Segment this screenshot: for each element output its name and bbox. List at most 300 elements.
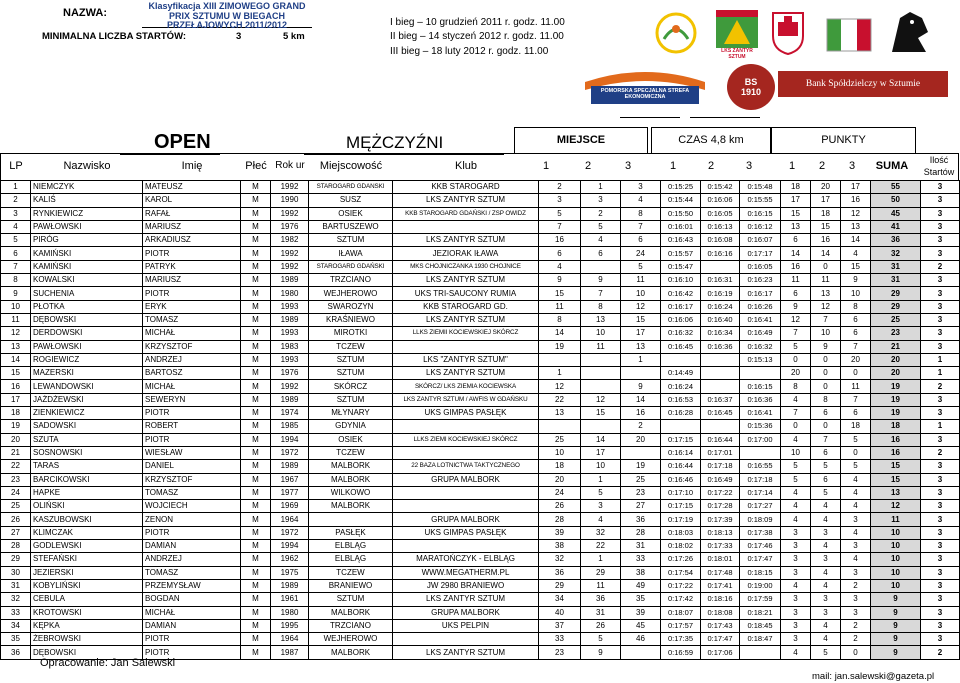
cell-miejscowosc: BARTUSZEWO (309, 220, 393, 233)
cell-p3: 6 (841, 313, 871, 326)
cell-suma: 55 (871, 181, 921, 194)
cell-plec: M (241, 566, 271, 579)
cell-m1: 23 (539, 646, 581, 659)
table-row (1, 287, 960, 300)
bank-emblem-year: 1910 (740, 87, 762, 97)
cell-t2: 0:17:06 (701, 646, 740, 659)
cell-plec: M (241, 486, 271, 499)
cell-p3: 12 (841, 207, 871, 220)
cell-t3: 0:17:00 (740, 433, 781, 446)
cell-imie: MICHAŁ (143, 380, 241, 393)
cell-t3: 0:16:49 (740, 327, 781, 340)
cell-miejscowosc: ELBLĄG (309, 553, 393, 566)
cell-p1: 3 (781, 606, 811, 619)
cell-klub: UKS TRI-SAUCONY RUMIA (393, 287, 539, 300)
cell-miejscowosc: MALBORK (309, 646, 393, 659)
cell-lp: 31 (1, 579, 31, 592)
cell-m3: 5 (621, 260, 661, 273)
cell-m1: 26 (539, 500, 581, 513)
cell-plec: M (241, 513, 271, 526)
table-row (1, 553, 960, 566)
cell-m2: 15 (581, 407, 621, 420)
cell-suma: 19 (871, 407, 921, 420)
cell-p3: 14 (841, 234, 871, 247)
table-row (1, 619, 960, 632)
cell-m3: 35 (621, 593, 661, 606)
cell-ilosc: 3 (921, 274, 960, 287)
table-row (1, 367, 960, 380)
cell-lp: 28 (1, 540, 31, 553)
cell-t3: 0:18:09 (740, 513, 781, 526)
cell-klub: GRUPA MALBORK (393, 606, 539, 619)
cell-suma: 10 (871, 566, 921, 579)
cell-suma: 45 (871, 207, 921, 220)
cell-klub: WWW.MEGATHERM.PL (393, 566, 539, 579)
cell-p1: 12 (781, 313, 811, 326)
cell-t3 (740, 646, 781, 659)
cell-plec: M (241, 446, 271, 459)
cell-ilosc: 2 (921, 646, 960, 659)
cell-p1: 10 (781, 446, 811, 459)
cell-p2: 9 (811, 340, 841, 353)
cell-ilosc: 2 (921, 380, 960, 393)
cell-p3: 7 (841, 393, 871, 406)
table-row (1, 433, 960, 446)
cell-t2: 0:16:49 (701, 473, 740, 486)
cell-lp: 20 (1, 433, 31, 446)
cell-p1: 3 (781, 619, 811, 632)
cell-imie: TOMASZ (143, 486, 241, 499)
cell-m2: 3 (581, 194, 621, 207)
cell-m3: 49 (621, 579, 661, 592)
cell-plec: M (241, 593, 271, 606)
cell-plec: M (241, 473, 271, 486)
cell-p1: 4 (781, 433, 811, 446)
cell-p3: 3 (841, 513, 871, 526)
cell-suma: 29 (871, 300, 921, 313)
cell-suma: 25 (871, 313, 921, 326)
cell-miejscowosc: ELBLĄG (309, 540, 393, 553)
cell-klub: KKB STAROGARD GDAŃSKI / ZSP OWIDZ (393, 207, 539, 220)
cell-p2: 7 (811, 313, 841, 326)
cell-m2: 8 (581, 300, 621, 313)
cell-imie: DANIEL (143, 460, 241, 473)
cell-p3: 4 (841, 473, 871, 486)
cell-p2: 10 (811, 327, 841, 340)
cell-t1: 0:18:03 (661, 526, 701, 539)
cell-m1: 2 (539, 181, 581, 194)
cell-m3 (621, 367, 661, 380)
cell-t1: 0:17:15 (661, 433, 701, 446)
cell-klub (393, 420, 539, 433)
cell-m3: 4 (621, 194, 661, 207)
cell-m1: 18 (539, 460, 581, 473)
cell-p3: 3 (841, 593, 871, 606)
cell-m3: 27 (621, 500, 661, 513)
table-row (1, 460, 960, 473)
cell-m2 (581, 260, 621, 273)
cell-p3: 2 (841, 633, 871, 646)
cell-m2: 17 (581, 446, 621, 459)
cell-nazwisko: RYNKIEWICZ (31, 207, 143, 220)
cell-p3: 13 (841, 220, 871, 233)
cell-m2: 9 (581, 274, 621, 287)
table-row (1, 446, 960, 459)
cell-t2: 0:16:36 (701, 340, 740, 353)
cell-p2: 18 (811, 207, 841, 220)
cell-p2: 13 (811, 287, 841, 300)
cell-p2: 4 (811, 540, 841, 553)
cell-m2: 36 (581, 593, 621, 606)
cell-lp: 10 (1, 300, 31, 313)
cell-p1: 3 (781, 593, 811, 606)
cell-lp: 32 (1, 593, 31, 606)
bank-emblem-logo (727, 64, 775, 110)
cell-t3: 0:15:48 (740, 181, 781, 194)
cell-t1: 0:17:26 (661, 553, 701, 566)
cell-rok: 1972 (271, 446, 309, 459)
cell-m2: 22 (581, 540, 621, 553)
cell-miejscowosc: SKÓRCZ (309, 380, 393, 393)
cell-rok: 1992 (271, 260, 309, 273)
cell-klub (393, 500, 539, 513)
table-row (1, 593, 960, 606)
cell-p3: 4 (841, 553, 871, 566)
cell-ilosc: 3 (921, 407, 960, 420)
cell-plec: M (241, 313, 271, 326)
cell-p1: 6 (781, 287, 811, 300)
cell-t2: 0:17:43 (701, 619, 740, 632)
cell-p1: 4 (781, 646, 811, 659)
cell-miejscowosc: STAROGARD GDANSKI (309, 181, 393, 194)
cell-nazwisko: LEWANDOWSKI (31, 380, 143, 393)
cell-m3: 36 (621, 513, 661, 526)
cell-p2: 12 (811, 300, 841, 313)
cell-t3: 0:16:36 (740, 393, 781, 406)
distance-label: 5 km (283, 31, 305, 42)
table-row (1, 486, 960, 499)
cell-rok: 1989 (271, 460, 309, 473)
cell-rok: 1993 (271, 300, 309, 313)
cell-p3: 11 (841, 380, 871, 393)
cell-lp: 11 (1, 313, 31, 326)
cell-t3: 0:15:36 (740, 420, 781, 433)
cell-t1: 0:17:15 (661, 500, 701, 513)
cell-m2: 5 (581, 220, 621, 233)
cell-m2: 3 (581, 500, 621, 513)
cell-m1: 7 (539, 220, 581, 233)
cell-p2: 3 (811, 606, 841, 619)
cell-suma: 36 (871, 234, 921, 247)
col-t2: 2 (707, 160, 715, 172)
cell-m1 (539, 420, 581, 433)
cell-nazwisko: KASZUBOWSKI (31, 513, 143, 526)
cell-t2: 0:17:28 (701, 500, 740, 513)
bank-name-banner (778, 71, 948, 97)
cell-miejscowosc: SWAROZYN (309, 300, 393, 313)
cell-lp: 9 (1, 287, 31, 300)
cell-nazwisko: PŁOTKA (31, 300, 143, 313)
cell-imie: RAFAŁ (143, 207, 241, 220)
cell-p3: 17 (841, 181, 871, 194)
cell-p1: 4 (781, 513, 811, 526)
cell-ilosc: 3 (921, 340, 960, 353)
cell-lp: 15 (1, 367, 31, 380)
cell-rok: 1989 (271, 313, 309, 326)
pomorska-sse-text: POMORSKA SPECJALNA STREFA EKONOMICZNA (600, 88, 690, 100)
cell-rok: 1989 (271, 393, 309, 406)
table-row (1, 234, 960, 247)
cell-klub: LKS ZANTYR SZTUM (393, 367, 539, 380)
cell-nazwisko: DERDOWSKI (31, 327, 143, 340)
table-row (1, 220, 960, 233)
table-row (1, 313, 960, 326)
cell-t2: 0:16:19 (701, 287, 740, 300)
cell-p2: 6 (811, 446, 841, 459)
cell-suma: 11 (871, 513, 921, 526)
cell-rok: 1982 (271, 234, 309, 247)
cell-m3: 7 (621, 220, 661, 233)
cell-imie: PIOTR (143, 526, 241, 539)
cell-t3: 0:17:38 (740, 526, 781, 539)
cell-m1: 6 (539, 247, 581, 260)
table-row (1, 300, 960, 313)
cell-t1: 0:16:24 (661, 380, 701, 393)
table-row (1, 340, 960, 353)
lks-zantyr-logo (712, 8, 762, 60)
cell-klub: LKS ZANTYR SZTUM (393, 234, 539, 247)
cell-plec: M (241, 619, 271, 632)
pomorskie-griffin-icon (888, 8, 934, 58)
col-rok: Rok ur (275, 160, 305, 171)
cell-t3: 0:18:47 (740, 633, 781, 646)
col-p3: 3 (848, 160, 856, 172)
cell-rok: 1964 (271, 513, 309, 526)
table-row (1, 540, 960, 553)
cell-t1: 0:15:50 (661, 207, 701, 220)
cell-miejscowosc: KRAŚNIEWO (309, 313, 393, 326)
table-row (1, 247, 960, 260)
col-t3: 3 (745, 160, 753, 172)
cell-rok: 1989 (271, 274, 309, 287)
cell-ilosc: 3 (921, 486, 960, 499)
cell-ilosc: 1 (921, 420, 960, 433)
cell-t3: 0:17:59 (740, 593, 781, 606)
cell-m1: 19 (539, 340, 581, 353)
cell-imie: PATRYK (143, 260, 241, 273)
cell-p2: 3 (811, 593, 841, 606)
cell-nazwisko: KOWALSKI (31, 274, 143, 287)
table-row (1, 194, 960, 207)
cell-suma: 20 (871, 353, 921, 366)
cell-t3: 0:15:55 (740, 194, 781, 207)
cell-plec: M (241, 274, 271, 287)
cell-m3: 8 (621, 207, 661, 220)
cell-lp: 25 (1, 500, 31, 513)
cell-m3: 38 (621, 566, 661, 579)
cell-m3: 33 (621, 553, 661, 566)
cell-m2: 1 (581, 181, 621, 194)
col-lp: LP (9, 160, 23, 172)
cell-miejscowosc: MIROTKI (309, 327, 393, 340)
cell-t3: 0:16:17 (740, 287, 781, 300)
cell-nazwisko: CEBULA (31, 593, 143, 606)
cell-t2: 0:16:05 (701, 207, 740, 220)
cell-ilosc: 2 (921, 260, 960, 273)
cell-p2: 0 (811, 380, 841, 393)
cell-plec: M (241, 553, 271, 566)
cell-klub: GRUPA MALBORK (393, 513, 539, 526)
cell-ilosc: 3 (921, 500, 960, 513)
cell-suma: 31 (871, 274, 921, 287)
cell-t2: 0:16:08 (701, 234, 740, 247)
cell-nazwisko: KLIMCZAK (31, 526, 143, 539)
cell-lp: 17 (1, 393, 31, 406)
cell-p2: 11 (811, 274, 841, 287)
cell-miejscowosc: MALBORK (309, 460, 393, 473)
cell-p3: 6 (841, 407, 871, 420)
cell-m3: 12 (621, 300, 661, 313)
cell-p2: 3 (811, 553, 841, 566)
col-m3: 3 (624, 160, 632, 172)
race-1-date: I bieg – 10 grudzień 2011 r. godz. 11.00 (390, 17, 565, 28)
table-row (1, 513, 960, 526)
cell-p2: 4 (811, 619, 841, 632)
cell-klub: LKS ZANTYR SZTUM (393, 313, 539, 326)
cell-suma: 9 (871, 646, 921, 659)
cell-p2: 4 (811, 633, 841, 646)
cell-rok: 1972 (271, 526, 309, 539)
cell-lp: 22 (1, 460, 31, 473)
results-table (0, 180, 960, 660)
cell-ilosc: 3 (921, 593, 960, 606)
cell-lp: 3 (1, 207, 31, 220)
cell-suma: 18 (871, 420, 921, 433)
cell-imie: MARIUSZ (143, 274, 241, 287)
cell-suma: 15 (871, 473, 921, 486)
cell-ilosc: 3 (921, 181, 960, 194)
cell-t1 (661, 420, 701, 433)
category-title: MĘŻCZYŹNI (346, 133, 444, 152)
cell-m2: 11 (581, 579, 621, 592)
cell-p1: 20 (781, 367, 811, 380)
cell-t1: 0:17:35 (661, 633, 701, 646)
cell-imie: ANDRZEJ (143, 353, 241, 366)
cell-p2: 5 (811, 486, 841, 499)
cell-t3: 0:16:15 (740, 207, 781, 220)
cell-rok: 1962 (271, 553, 309, 566)
bank-name-text: Bank Spółdzielczy w Sztumie (805, 79, 921, 89)
cell-t2: 0:17:41 (701, 579, 740, 592)
cell-t3: 0:18:21 (740, 606, 781, 619)
cell-p1: 4 (781, 500, 811, 513)
cell-m3: 19 (621, 460, 661, 473)
cell-rok: 1987 (271, 646, 309, 659)
cell-nazwisko: ZIENKIEWICZ (31, 407, 143, 420)
cell-rok: 1989 (271, 579, 309, 592)
cell-t3: 0:16:07 (740, 234, 781, 247)
cell-t3: 0:17:17 (740, 247, 781, 260)
table-row (1, 420, 960, 433)
cell-t1: 0:16:59 (661, 646, 701, 659)
cell-rok: 1980 (271, 606, 309, 619)
cell-t2: 0:16:16 (701, 247, 740, 260)
cell-nazwisko: JAŻDŻEWSKI (31, 393, 143, 406)
cell-p1: 3 (781, 633, 811, 646)
cell-plec: M (241, 207, 271, 220)
cell-miejscowosc: GDYNIA (309, 420, 393, 433)
cell-plec: M (241, 234, 271, 247)
cell-m2: 9 (581, 646, 621, 659)
cell-m1: 11 (539, 300, 581, 313)
cell-klub (393, 446, 539, 459)
cell-m1: 29 (539, 579, 581, 592)
cell-imie: MICHAŁ (143, 606, 241, 619)
cell-imie: PIOTR (143, 646, 241, 659)
cell-t1: 0:16:01 (661, 220, 701, 233)
cell-rok: 1964 (271, 633, 309, 646)
cell-imie: TOMASZ (143, 566, 241, 579)
cell-t3: 0:16:05 (740, 260, 781, 273)
cell-klub: LLKS ZIEMI KOCIEWSKIEJ SKÓRCZ (393, 433, 539, 446)
cell-t1: 0:17:54 (661, 566, 701, 579)
cell-t1: 0:16:45 (661, 340, 701, 353)
cell-t1: 0:16:14 (661, 446, 701, 459)
cell-klub: 22 BAZA LOTNICTWA TAKTYCZNEGO (393, 460, 539, 473)
cell-p2: 17 (811, 194, 841, 207)
cell-plec: M (241, 380, 271, 393)
cell-m3: 31 (621, 540, 661, 553)
cell-p2: 14 (811, 247, 841, 260)
cell-m1: 15 (539, 287, 581, 300)
cell-p3: 3 (841, 540, 871, 553)
table-row (1, 526, 960, 539)
cell-lp: 19 (1, 420, 31, 433)
author-email: mail: jan.salewski@gazeta.pl (812, 671, 935, 682)
cell-m2: 13 (581, 313, 621, 326)
cell-p1: 3 (781, 566, 811, 579)
cell-miejscowosc: TCZEW (309, 340, 393, 353)
cell-rok: 1976 (271, 367, 309, 380)
cell-t1: 0:15:57 (661, 247, 701, 260)
col-m1: 1 (542, 160, 550, 172)
table-row (1, 207, 960, 220)
cell-p1: 4 (781, 393, 811, 406)
cell-lp: 26 (1, 513, 31, 526)
cell-rok: 1992 (271, 247, 309, 260)
cell-suma: 41 (871, 220, 921, 233)
cell-plec: M (241, 460, 271, 473)
cell-lp: 35 (1, 633, 31, 646)
cell-t1: 0:16:32 (661, 327, 701, 340)
cell-m1: 34 (539, 593, 581, 606)
cell-klub: GRUPA MALBORK (393, 473, 539, 486)
cell-p1: 5 (781, 473, 811, 486)
cell-lp: 14 (1, 353, 31, 366)
cell-suma: 10 (871, 579, 921, 592)
cell-m1: 22 (539, 393, 581, 406)
cell-nazwisko: SOSNOWSKI (31, 446, 143, 459)
cell-t1: 0:16:44 (661, 460, 701, 473)
cell-t2: 0:17:22 (701, 486, 740, 499)
cell-lp: 29 (1, 553, 31, 566)
cell-suma: 9 (871, 606, 921, 619)
cell-t2 (701, 260, 740, 273)
cell-t1: 0:16:17 (661, 300, 701, 313)
cell-rok: 1992 (271, 380, 309, 393)
cell-t1: 0:16:10 (661, 274, 701, 287)
cell-p3: 18 (841, 420, 871, 433)
